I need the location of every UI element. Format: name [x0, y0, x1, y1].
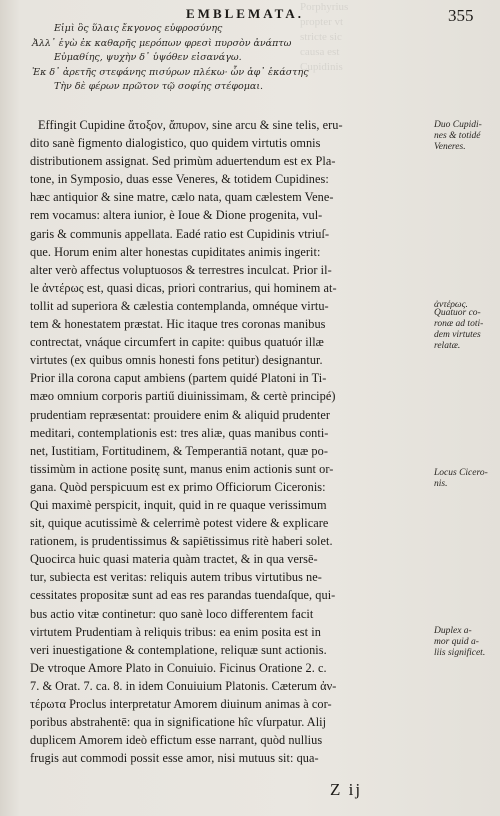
text-line: le ἀντέρως est, quasi dicas, priori contrarius, qui hominem at- — [30, 280, 337, 295]
text-line: tur, subiecta est veritas: reliquis autem tribus virtutibus ne- — [30, 570, 322, 585]
margin-note-line: Duo Cupidi- — [434, 120, 482, 130]
margin-note-line: relatæ. — [434, 341, 461, 351]
margin-note — [434, 308, 500, 352]
margin-note — [434, 120, 500, 153]
text-line: contrectat, vnáque circumfert in capite: quibus quatuór illæ — [30, 335, 324, 350]
text-line: Effingit Cupidine ἄτοξον, ἄπυρον, sine arcu & sine telis, eru- — [38, 118, 343, 132]
margin-note — [434, 468, 500, 490]
greek-verse-line: Ἐκ δ᾽ ἀρετῆς στεφάνης πισύρων πλέκω· ὧν ἀφ᾽ ἑκάστης — [32, 66, 309, 78]
text-line: net, Iustitiam, Fortitudinem, & Temperantiā notant, quæ po- — [30, 443, 328, 458]
text-line: mæo omnium corporis partiű diuinissimam, & certè principé) — [30, 389, 336, 404]
bleed-line: causa est — [300, 46, 340, 58]
margin-note-line: liis significet. — [434, 648, 486, 658]
text-line: rationem, is prudentissimus & sapiētissimus ritè haberi solet. — [30, 534, 333, 549]
commentary-text — [30, 116, 430, 767]
text-line: gana. Quòd perspicuum est ex primo Officiorum Ciceronis: — [30, 479, 326, 494]
margin-note-line: Veneres. — [434, 142, 466, 152]
bleed-line: Porphyrius — [300, 1, 349, 13]
text-line: garis & communis appellata. Eadé ratio est Cupidinis vtriuſ- — [30, 226, 330, 241]
text-line: prudentiam repræsentat: prouidere enim & aliquid prudenter — [30, 407, 330, 422]
greek-verse-line: Εὐμαθίης, ψυχὴν δ᾽ ὑψόθεν εἰσανάγω. — [54, 52, 242, 63]
text-line: tissimùm in actione positę sunt, manus enim actionis sunt or- — [30, 461, 334, 476]
text-line: poribus abstrahentē: qua in significatione hîc vſurpatur. Alij — [30, 715, 327, 730]
greek-verse-line: Εἰμὶ ὃς ὕλαις ἔκγονος εὐφροσύνης — [54, 23, 223, 34]
margin-note-line: nis. — [434, 479, 448, 489]
text-line: veri inuestigatione & contemplatione, reliquæ sunt actionis. — [30, 642, 327, 657]
text-line: hæc antiquior & sine matre, cælo nata, quam cælestem Vene- — [30, 190, 334, 205]
bleed-line: propter vt — [300, 16, 344, 28]
text-line: meditari, contemplationis est: tres aliæ, quas manibus conti- — [30, 425, 329, 440]
text-line: tone, in Symposio, duas esse Veneres, & totidem Cupidines: — [30, 172, 329, 187]
margin-note-line: ἀντέρως. — [434, 300, 468, 310]
text-line: frugis aut commodi possit esse amor, nisi mutuus sit: qua- — [30, 751, 319, 766]
greek-verse-line: Ἀλλ᾽ ἐγὼ ἐκ καθαρῆς μερόπων φρεσὶ πυρσὸν ἀνάπτω — [32, 37, 292, 49]
margin-note-line: Locus Cicero- — [434, 468, 488, 478]
text-line: Quocirca huic quasi materia quàm tractet, & in qua versē- — [30, 552, 318, 567]
text-line: virtutem Prudentiam à reliquis tribus: ea enim posita est in — [30, 624, 321, 639]
text-line: virtutes (ex quibus omnis honesti fons petitur) designantur. — [30, 353, 323, 368]
margin-note-line: Duplex a- — [434, 626, 472, 636]
bleed-line: stricte sic — [300, 31, 342, 43]
text-line: 7. & Orat. 7. ca. 8. in idem Conuiuium Platonis. Cæterum ἀν- — [30, 678, 337, 693]
text-line: bus actio vitæ continetur: quo sanè loco differentem facit — [30, 606, 314, 621]
text-line: tem & honestatem præstat. Hic itaque tres coronas manibus — [30, 317, 326, 332]
margin-note-line: mor quid a- — [434, 637, 479, 647]
text-line: De vtroque Amore Plato in Conuiuio. Ficinus Oratione 2. c. — [30, 660, 327, 675]
margin-note — [434, 626, 500, 659]
text-line: distributionem assignat. Sed primùm aduertendum est ex Pla- — [30, 154, 336, 169]
margin-note-line: ronæ ad toti- — [434, 319, 484, 329]
text-line: cessitates propositæ sunt ad eas res parandas tuendaſque, qui- — [30, 588, 336, 603]
page-number: 355 — [448, 6, 474, 25]
text-line: Qui maximè perspicit, inquit, quid in re quaque verissimum — [30, 497, 327, 512]
margin-note-line: nes & totidé — [434, 131, 481, 141]
text-line: sit, quique acutissimè & celerrimè potest videre & explicare — [30, 516, 329, 531]
text-line: tollit ad superiora & cælestia contemplanda, omnéque virtu- — [30, 298, 329, 313]
bleed-line: Cupidinis — [300, 61, 343, 73]
text-line: rem vocamus: altera iunior, è Ioue & Dione progenita, vul- — [30, 208, 323, 223]
text-line: alter verò affectus voluptuosos & terrestres inculcat. Prior il- — [30, 262, 332, 277]
signature-mark: Z ij — [330, 780, 363, 799]
margin-note-line: dem virtutes — [434, 330, 481, 340]
text-line: que. Horum enim alter honestas cupiditates animis ingerit: — [30, 244, 321, 259]
text-line: dito sanè figmento dialogistico, quo quidem virtutis omnis — [30, 136, 321, 151]
running-head: EMBLEMATA. — [186, 6, 304, 21]
margin-note-line: Quatuor co- — [434, 308, 481, 318]
text-line: τέρωτα Proclus interpretatur Amorem diuinum animas à cor- — [30, 697, 332, 711]
text-line: duplicem Amorem ideò effictum esse narrant, quòd nullius — [30, 733, 323, 748]
greek-verse-line: Τὴν δὲ φέρων πρῶτον τῷ σοφίης στέφομαι. — [54, 81, 264, 92]
text-line: Prior illa corona caput ambiens (partem quidé Platoni in Ti- — [30, 371, 327, 386]
greek-verses — [32, 22, 332, 95]
